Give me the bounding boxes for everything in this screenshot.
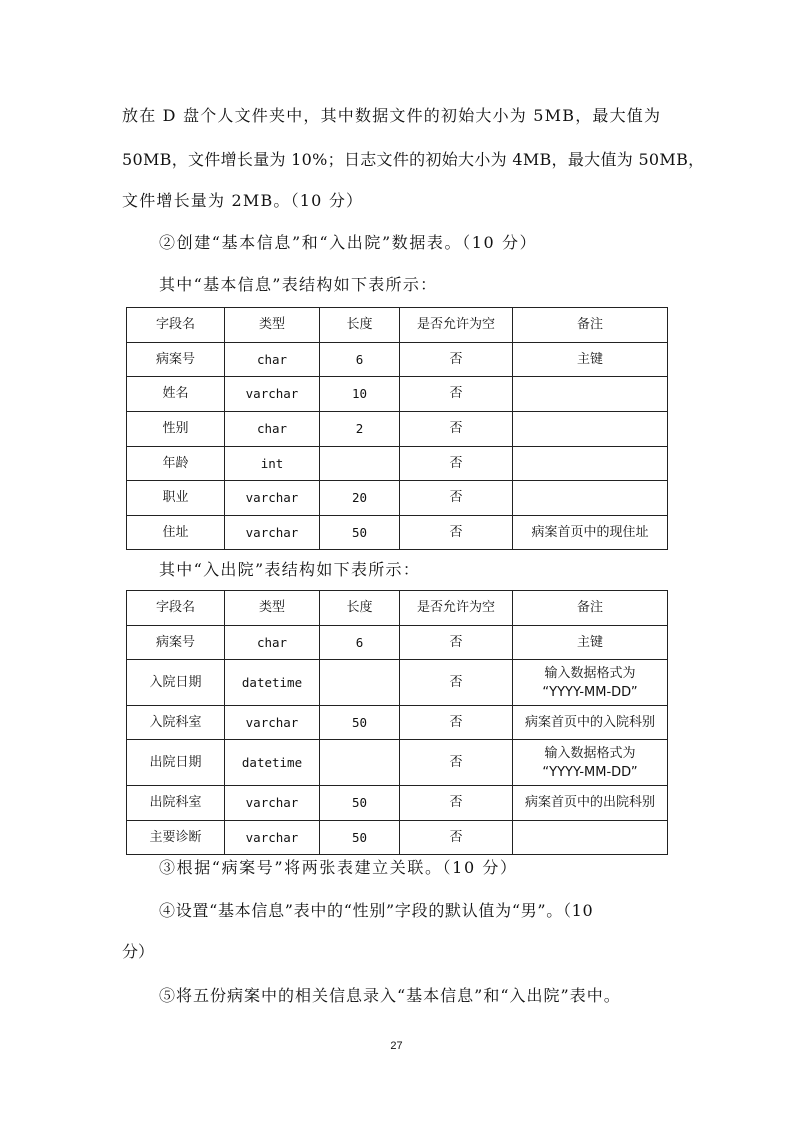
header-cell: 类型 [225,308,320,343]
intro-text-3: 文件增长量为 2MB。（10 分） [122,191,364,210]
length-cell: 6 [320,626,400,660]
table-row [127,660,668,706]
remark-cell: 主键 [513,626,668,660]
table-row [127,412,668,447]
table-row [127,377,668,412]
nullable-cell: 否 [400,447,513,481]
type-cell: varchar [225,377,320,412]
table1-caption-text: 其中“基本信息”表结构如下表所示： [159,275,438,294]
length-cell [320,447,400,481]
nullable-cell: 否 [400,377,513,412]
nullable-cell: 否 [400,516,513,550]
remark-cell [513,447,668,481]
basic-info-table [126,307,668,550]
task-2-text: ②创建“基本信息”和“入出院”数据表。（10 分） [159,233,538,252]
nullable-cell: 否 [400,481,513,516]
type-cell: varchar [225,706,320,740]
remark-cell: 主键 [513,343,668,377]
remark-cell: 输入数据格式为 “YYYY-MM-DD” [513,740,668,786]
field-name-cell: 病案号 [127,343,225,377]
nullable-cell: 否 [400,740,513,786]
nullable-cell: 否 [400,786,513,821]
remark-cell: 输入数据格式为 “YYYY-MM-DD” [513,660,668,706]
type-cell: char [225,412,320,447]
remark-cell: 病案首页中的出院科别 [513,786,668,821]
length-cell: 6 [320,343,400,377]
header-cell: 字段名 [127,591,225,626]
type-cell: datetime [225,740,320,786]
table-row [127,821,668,855]
nullable-cell: 否 [400,660,513,706]
remark-cell [513,481,668,516]
field-name-cell: 入院科室 [127,706,225,740]
field-name-cell: 出院科室 [127,786,225,821]
type-cell: varchar [225,786,320,821]
page-number: 27 [390,1040,403,1052]
length-cell: 50 [320,821,400,855]
type-cell: varchar [225,481,320,516]
field-name-cell: 入院日期 [127,660,225,706]
length-cell [320,740,400,786]
type-cell: datetime [225,660,320,706]
field-name-cell: 年龄 [127,447,225,481]
admission-discharge-table [126,590,668,855]
field-name-cell: 职业 [127,481,225,516]
remark-cell [513,412,668,447]
type-cell: int [225,447,320,481]
intro-text-2: 50MB，文件增长量为 10%；日志文件的初始大小为 4MB，最大值为 50MB， [122,150,705,169]
length-cell: 10 [320,377,400,412]
field-name-cell: 病案号 [127,626,225,660]
field-name-cell: 出院日期 [127,740,225,786]
field-name-cell: 姓名 [127,377,225,412]
header-cell: 类型 [225,591,320,626]
field-name-cell: 住址 [127,516,225,550]
header-cell: 字段名 [127,308,225,343]
task-3-text: ③根据“病案号”将两张表建立关联。（10 分） [159,858,518,877]
length-cell: 50 [320,786,400,821]
nullable-cell: 否 [400,412,513,447]
type-cell: varchar [225,516,320,550]
header-cell: 是否允许为空 [400,308,513,343]
type-cell: varchar [225,821,320,855]
length-cell: 2 [320,412,400,447]
length-cell: 20 [320,481,400,516]
table-row [127,343,668,377]
table-row [127,481,668,516]
table2-caption-text: 其中“入出院”表结构如下表所示： [159,560,421,579]
nullable-cell: 否 [400,821,513,855]
nullable-cell: 否 [400,343,513,377]
remark-cell: 病案首页中的现住址 [513,516,668,550]
header-cell: 长度 [320,308,400,343]
table-row [127,740,668,786]
task-5-text: ⑤将五份病案中的相关信息录入“基本信息”和“入出院”表中。 [159,986,621,1005]
remark-cell: 病案首页中的入院科别 [513,706,668,740]
table-row [127,626,668,660]
type-cell: char [225,626,320,660]
table-header-row [127,591,668,626]
nullable-cell: 否 [400,706,513,740]
table-row [127,447,668,481]
table-row [127,516,668,550]
header-cell: 是否允许为空 [400,591,513,626]
remark-cell [513,377,668,412]
type-cell: char [225,343,320,377]
nullable-cell: 否 [400,626,513,660]
field-name-cell: 主要诊断 [127,821,225,855]
header-cell: 长度 [320,591,400,626]
header-cell: 备注 [513,591,668,626]
length-cell [320,660,400,706]
length-cell: 50 [320,706,400,740]
task-4-text-1: ④设置“基本信息”表中的“性别”字段的默认值为“男”。（10 [159,901,594,920]
table-row [127,706,668,740]
remark-cell [513,821,668,855]
header-cell: 备注 [513,308,668,343]
task-4-text-2: 分） [122,942,155,961]
length-cell: 50 [320,516,400,550]
intro-text-1: 放在 D 盘个人文件夹中，其中数据文件的初始大小为 5MB，最大值为 [122,106,662,125]
table-row [127,786,668,821]
table-header-row [127,308,668,343]
field-name-cell: 性别 [127,412,225,447]
